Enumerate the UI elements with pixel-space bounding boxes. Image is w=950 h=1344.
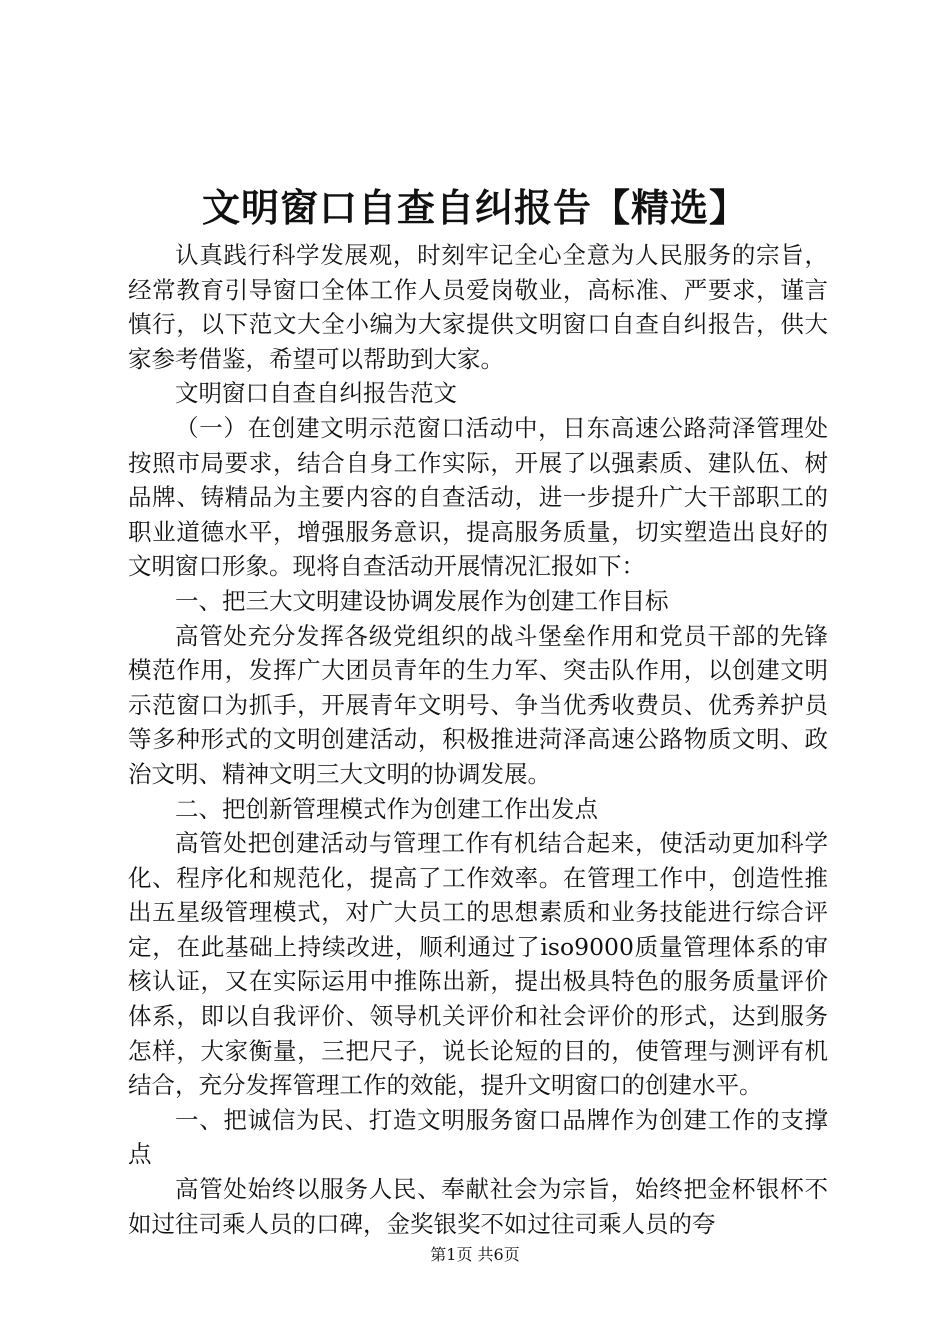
section-subtitle: 文明窗口自查自纠报告范文 [175, 379, 457, 408]
document-body [128, 238, 828, 1241]
page-footer: 第1页 共6页 [430, 1245, 520, 1264]
section-heading: 二、把创新管理模式作为创建工作出发点 [175, 794, 598, 823]
section-heading: 一、把诚信为民、打造文明服务窗口品牌作为创建工作的支撑点 [128, 1105, 828, 1169]
section-heading: 一、把三大文明建设协调发展作为创建工作目标 [175, 586, 669, 615]
body-paragraph: 高管处充分发挥各级党组织的战斗堡垒作用和党员干部的先锋模范作用，发挥广大团员青年的生力军、突击队作用，以创建文明示范窗口为抓手，开展青年文明号、争当优秀收费员、优秀养护员等多种形式的文明创建活动，积极推进菏泽高速公路物质文明、政治文明、精神文明三大文明的协调发展。 [128, 621, 828, 788]
intro-paragraph: 认真践行科学发展观，时刻牢记全心全意为人民服务的宗旨，经常教育引导窗口全体工作人员爱岗敬业，高标准、严要求，谨言慎行，以下范文大全小编为大家提供文明窗口自查自纠报告，供大家参考借鉴，希望可以帮助到大家。 [128, 241, 828, 373]
body-paragraph: 高管处把创建活动与管理工作有机结合起来，使活动更加科学化、程序化和规范化，提高了工作效率。在管理工作中，创造性推出五星级管理模式，对广大员工的思想素质和业务技能进行综合评定，在此基础上持续改进，顺利通过了iso9000质量管理体系的审核认证，又在实际运用中推陈出新，提出极具特色的服务质量评价体系，即以自我评价、领导机关评价和社会评价的形式，达到服务怎样，大家衡量，三把尺子，说长论短的目的，使管理与测评有机结合，充分发挥管理工作的效能，提升文明窗口的创建水平。 [128, 829, 828, 1100]
document-title: 文明窗口自查自纠报告【精选】 [201, 185, 748, 230]
body-paragraph: （一）在创建文明示范窗口活动中，日东高速公路菏泽管理处按照市局要求，结合自身工作实际，开展了以强素质、建队伍、树品牌、铸精品为主要内容的自查活动，进一步提升广大干部职工的职业道德水平，增强服务意识，提高服务质量，切实塑造出良好的文明窗口形象。现将自查活动开展情况汇报如下： [128, 413, 828, 581]
body-paragraph: 高管处始终以服务人民、奉献社会为宗旨，始终把金杯银杯不如过往司乘人员的口碑，金奖银奖不如过往司乘人员的夸 [128, 1175, 828, 1238]
